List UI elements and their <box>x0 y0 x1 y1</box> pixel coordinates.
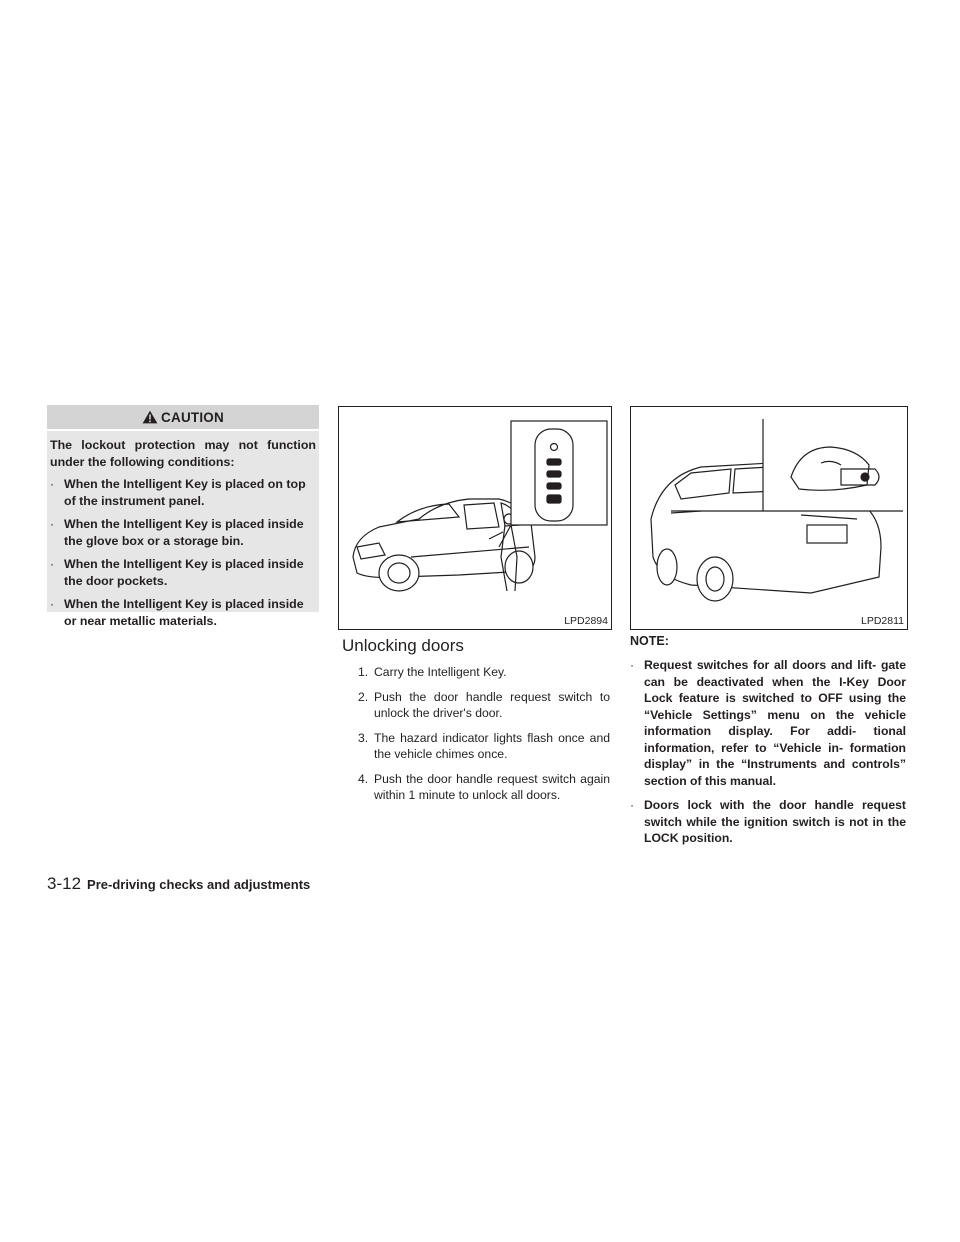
caution-item: · When the Intelligent Key is placed inside or near metallic materials. <box>50 597 304 628</box>
step-item: 1. Carry the Intelligent Key. <box>358 665 507 679</box>
caution-list <box>50 476 316 629</box>
car-front-person-key-fob-illustration <box>339 407 611 629</box>
caution-item: · When the Intelligent Key is placed inside the glove box or a storage bin. <box>50 517 304 548</box>
note-list <box>630 657 906 855</box>
section-heading: Unlocking doors <box>342 636 464 655</box>
caution-intro: The lockout protection may not function under the following conditions: <box>50 438 316 469</box>
caution-title: CAUTION <box>161 409 224 425</box>
figure-label: LPD2894 <box>564 615 608 627</box>
step-item: 2. Push the door handle request switch to unlock the driver's door. <box>358 689 610 720</box>
figure-car-door-handle <box>630 406 908 630</box>
step-item: 4. Push the door handle request switch again within 1 minute to unlock all doors. <box>358 771 610 802</box>
steps-list <box>358 664 610 812</box>
figure-car-key-fob <box>338 406 612 630</box>
step-item: 3. The hazard indicator lights flash once and the vehicle chimes once. <box>358 730 610 761</box>
caution-item: · When the Intelligent Key is placed inside the door pockets. <box>50 557 304 588</box>
page-footer <box>47 874 310 894</box>
figure-label: LPD2811 <box>860 615 904 627</box>
caution-item: · When the Intelligent Key is placed on top of the instrument panel. <box>50 477 306 508</box>
chapter-title: Pre-driving checks and adjustments <box>87 877 311 892</box>
warning-triangle-icon <box>142 410 158 424</box>
note-item: · Doors lock with the door handle request switch while the ignition switch is not in the LOCK position. <box>630 798 906 845</box>
caution-header <box>47 405 319 429</box>
note-item: · Request switches for all doors and lift- gate can be deactivated when the I-Key Door Lock feature is switched to OFF using the “Vehicle Settings” menu on the vehicle information display. For addi- tional information, refer to “Vehicle in- formation display” in the “Instruments and controls” section of this manual. <box>630 658 906 788</box>
page-number: 3-12 <box>47 874 82 893</box>
caution-body <box>47 431 319 628</box>
note-label: NOTE: <box>630 634 669 648</box>
car-rear-door-handle-illustration <box>631 407 907 629</box>
